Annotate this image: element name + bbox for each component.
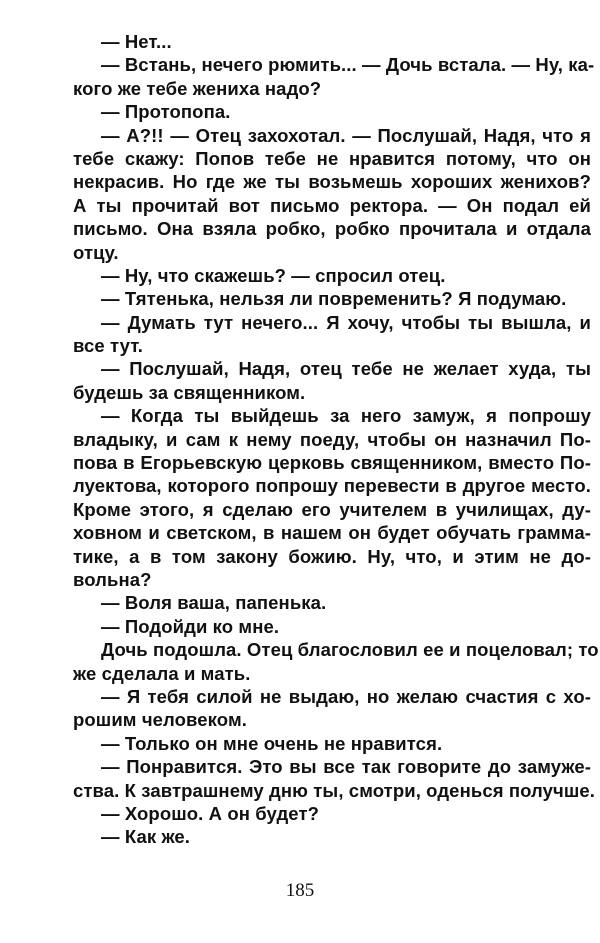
text-line: ховном и светском, в нашем он будет обучать грамма- xyxy=(73,522,591,544)
text-line: — Понравится. Это вы все так говорите до замуже- xyxy=(101,756,591,778)
text-line: — Воля ваша, папенька. xyxy=(101,592,327,614)
text-line: Кроме этого, я сделаю его учителем в училищах, ду- xyxy=(73,498,591,520)
text-line: — Думать тут нечего... Я хочу, чтобы ты вышла, и xyxy=(101,311,591,333)
text-line: — А?!! — Отец захохотал. — Послушай, Надя, что я xyxy=(101,124,591,146)
page-number: 185 xyxy=(285,880,315,901)
text-line: — Протопопа. xyxy=(101,101,231,123)
text-line: все тут. xyxy=(73,335,144,357)
text-line: владыку, и сам к нему поеду, чтобы он назначил По- xyxy=(73,428,591,450)
text-line: — Когда ты выйдешь за него замуж, я попрошу xyxy=(101,405,591,427)
text-line: пова в Егорьевскую церковь священником, вместо По- xyxy=(73,452,591,474)
text-line: луектова, которого попрошу перевести в другое место. xyxy=(73,475,591,497)
text-line: отцу. xyxy=(73,241,119,263)
text-line: же сделала и мать. xyxy=(73,662,251,684)
text-line: некрасив. Но где же ты возьмешь хороших женихов? xyxy=(73,171,591,193)
text-line: — Только он мне очень не нравится. xyxy=(101,732,443,754)
text-line: письмо. Она взяла робко, робко прочитала и отдала xyxy=(73,218,591,240)
text-line: тике, а в том закону божию. Ну, что, и этим не до- xyxy=(73,545,591,567)
text-line: — Как же. xyxy=(101,826,191,848)
text-line: ства. К завтрашнему дню ты, смотри, оденься получше. xyxy=(73,779,596,801)
body-text xyxy=(73,30,599,849)
text-line: тебе скажу: Попов тебе не нравится потому, что он xyxy=(73,147,591,169)
text-line: — Ну, что скажешь? — спросил отец. xyxy=(101,264,446,286)
text-line: вольна? xyxy=(73,568,152,590)
text-line: кого же тебе жениха надо? xyxy=(73,77,322,99)
text-line: — Послушай, Надя, отец тебе не желает худа, ты xyxy=(101,358,591,380)
text-line: рошим человеком. xyxy=(73,709,247,731)
text-line: Дочь подошла. Отец благословил ее и поцеловал; то xyxy=(101,639,599,661)
text-line: будешь за священником. xyxy=(73,381,306,403)
text-line: — Тятенька, нельзя ли повременить? Я подумаю. xyxy=(101,288,567,310)
text-line: — Встань, нечего рюмить... — Дочь встала. — Ну, ка- xyxy=(101,54,595,76)
text-line: — Подойди ко мне. xyxy=(101,615,280,637)
text-line: — Нет... xyxy=(101,31,172,52)
text-line: А ты прочитай вот письмо ректора. — Он подал ей xyxy=(73,194,591,216)
text-line: — Хорошо. А он будет? xyxy=(101,802,320,824)
text-line: — Я тебя силой не выдаю, но желаю счастия с хо- xyxy=(101,685,591,707)
